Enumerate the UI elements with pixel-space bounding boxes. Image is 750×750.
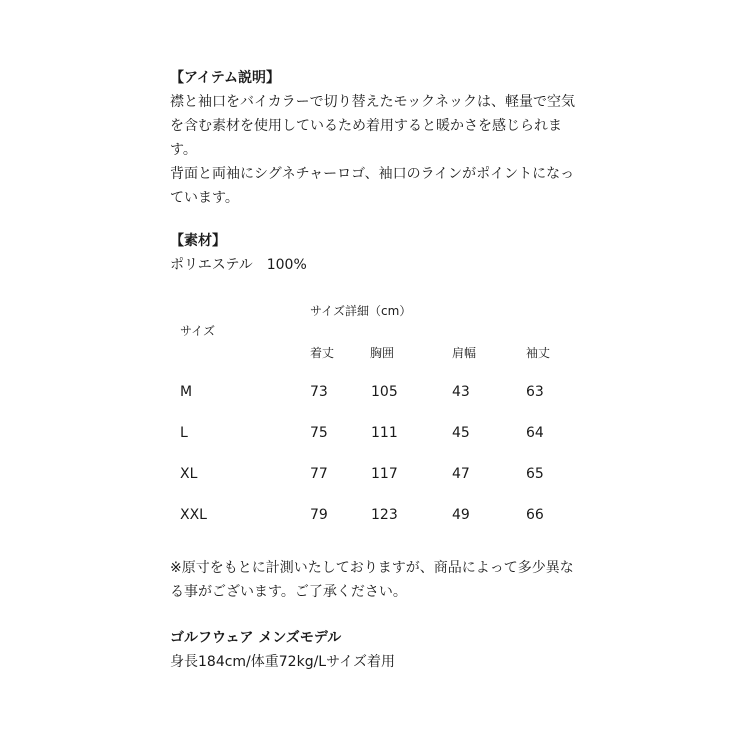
table-cell: 63	[526, 384, 544, 400]
table-cell: 45	[452, 425, 470, 441]
table-cell: 73	[310, 384, 328, 400]
note-line: る事がございます。ご了承ください。	[170, 584, 407, 600]
column-header-length: 着丈	[310, 346, 335, 360]
table-cell: 111	[371, 425, 398, 441]
item-description-heading: 【アイテム説明】	[170, 70, 281, 86]
table-cell: 79	[310, 507, 328, 523]
material-heading: 【素材】	[170, 233, 226, 249]
model-section	[170, 626, 590, 674]
item-description-line: 襟と袖口をバイカラーで切り替えたモックネックは、軽量で空気	[170, 94, 576, 110]
table-row-size: XL	[180, 466, 198, 482]
item-description-line: 背面と両袖にシグネチャーロゴ、袖口のラインがポイントになっ	[170, 166, 575, 182]
table-cell: 64	[526, 425, 544, 441]
measurement-note	[170, 556, 590, 604]
table-cell: 117	[371, 466, 398, 482]
item-description-section	[170, 66, 590, 210]
table-cell: 75	[310, 425, 328, 441]
material-section	[170, 229, 590, 277]
table-cell: 123	[371, 507, 398, 523]
item-description-line: を含む素材を使用しているため着用すると暖かさを感じられま	[170, 118, 562, 134]
table-cell: 77	[310, 466, 328, 482]
model-info: 身長184cm/体重72kg/Lサイズ着用	[170, 654, 395, 670]
column-header-sleeve: 袖丈	[526, 346, 551, 360]
size-label: サイズ	[180, 324, 216, 338]
table-cell: 105	[371, 384, 398, 400]
note-line: ※原寸をもとに計測いたしておりますが、商品によって多少異な	[170, 560, 574, 576]
table-cell: 65	[526, 466, 544, 482]
table-cell: 47	[452, 466, 470, 482]
table-cell: 43	[452, 384, 470, 400]
column-header-shoulder: 肩幅	[452, 346, 477, 360]
item-description-line: ています。	[170, 190, 239, 206]
table-row-size: XXL	[180, 507, 207, 523]
size-detail-label: サイズ詳細（cm）	[310, 304, 412, 318]
model-heading: ゴルフウェア メンズモデル	[170, 630, 342, 646]
table-cell: 49	[452, 507, 470, 523]
table-row-size: L	[180, 425, 188, 441]
material-value: ポリエステル 100%	[170, 257, 307, 273]
table-row-size: M	[180, 384, 193, 400]
table-cell: 66	[526, 507, 544, 523]
item-description-line: す。	[170, 142, 197, 158]
column-header-chest: 胸囲	[370, 346, 395, 360]
